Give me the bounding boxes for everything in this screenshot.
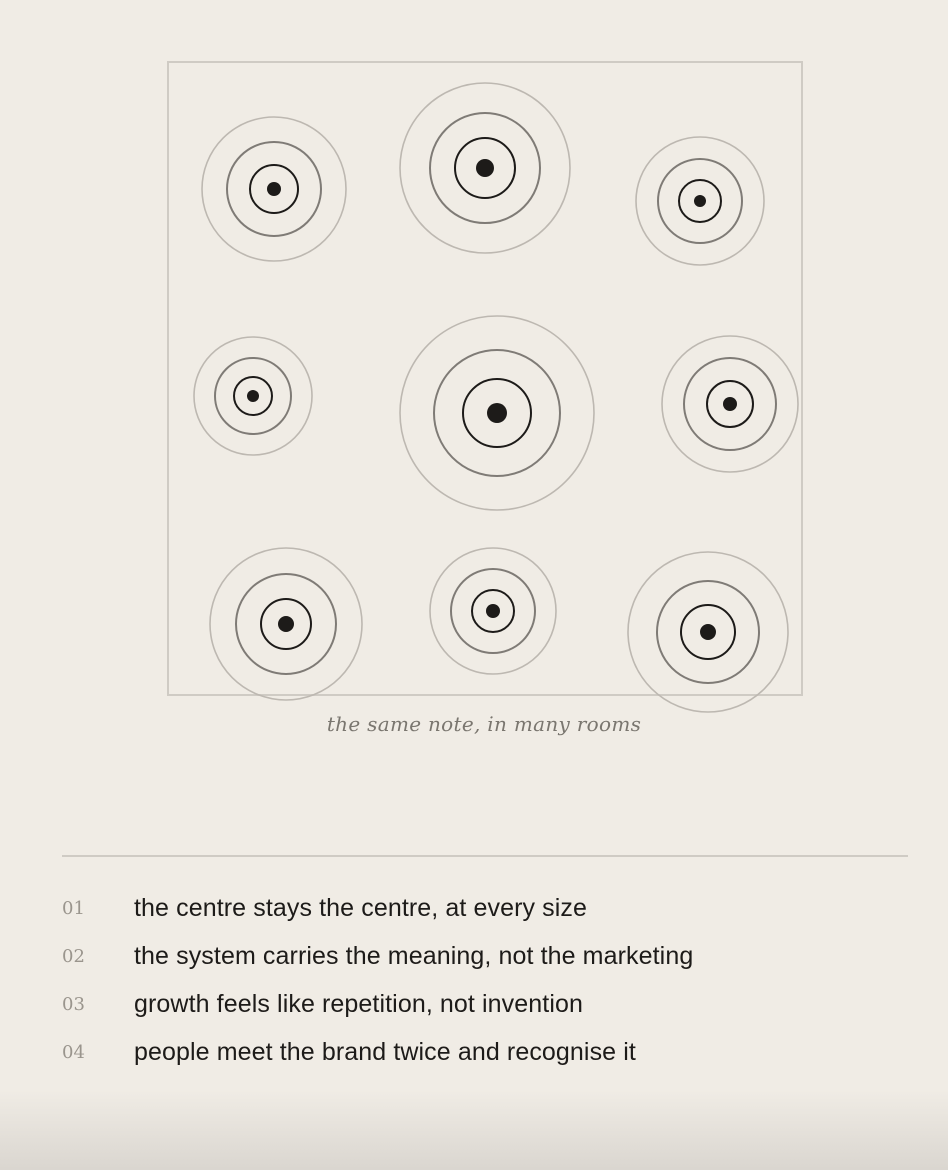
concentric-mark-middle-right xyxy=(662,336,798,472)
center-dot xyxy=(486,604,500,618)
center-dot xyxy=(723,397,737,411)
concentric-mark-bottom-right xyxy=(628,552,788,712)
principle-number: 04 xyxy=(62,1042,85,1063)
concentric-mark-top-left xyxy=(202,117,346,261)
principle-number: 02 xyxy=(62,946,85,967)
center-dot xyxy=(247,390,259,402)
principle-text: the system carries the meaning, not the marketing xyxy=(134,942,694,970)
center-dot xyxy=(694,195,706,207)
principle-item xyxy=(62,886,908,934)
center-dot xyxy=(267,182,281,196)
center-dot xyxy=(476,159,494,177)
center-dot xyxy=(487,403,507,423)
figure-caption: the same note, in many rooms xyxy=(326,712,642,736)
concentric-mark-bottom-center xyxy=(430,548,556,674)
principle-item xyxy=(62,1030,908,1078)
principle-number: 01 xyxy=(62,898,85,919)
principle-item xyxy=(62,982,908,1030)
concentric-mark-bottom-left xyxy=(210,548,362,700)
concentric-mark-middle-center xyxy=(400,316,594,510)
principle-text: the centre stays the centre, at every size xyxy=(134,894,588,922)
concentric-mark-top-right xyxy=(636,137,764,265)
principle-item xyxy=(62,934,908,982)
principle-number: 03 xyxy=(62,994,85,1015)
concentric-mark-middle-left xyxy=(194,337,312,455)
principle-text: people meet the brand twice and recognise it xyxy=(134,1038,636,1066)
section-divider xyxy=(62,855,908,857)
principle-text: growth feels like repetition, not invention xyxy=(134,990,584,1018)
center-dot xyxy=(700,624,716,640)
principles-list xyxy=(62,886,908,1078)
bottom-fade xyxy=(0,1090,948,1170)
figure-frame xyxy=(168,62,802,695)
concentric-marks xyxy=(194,83,798,712)
concentric-mark-top-center xyxy=(400,83,570,253)
center-dot xyxy=(278,616,294,632)
